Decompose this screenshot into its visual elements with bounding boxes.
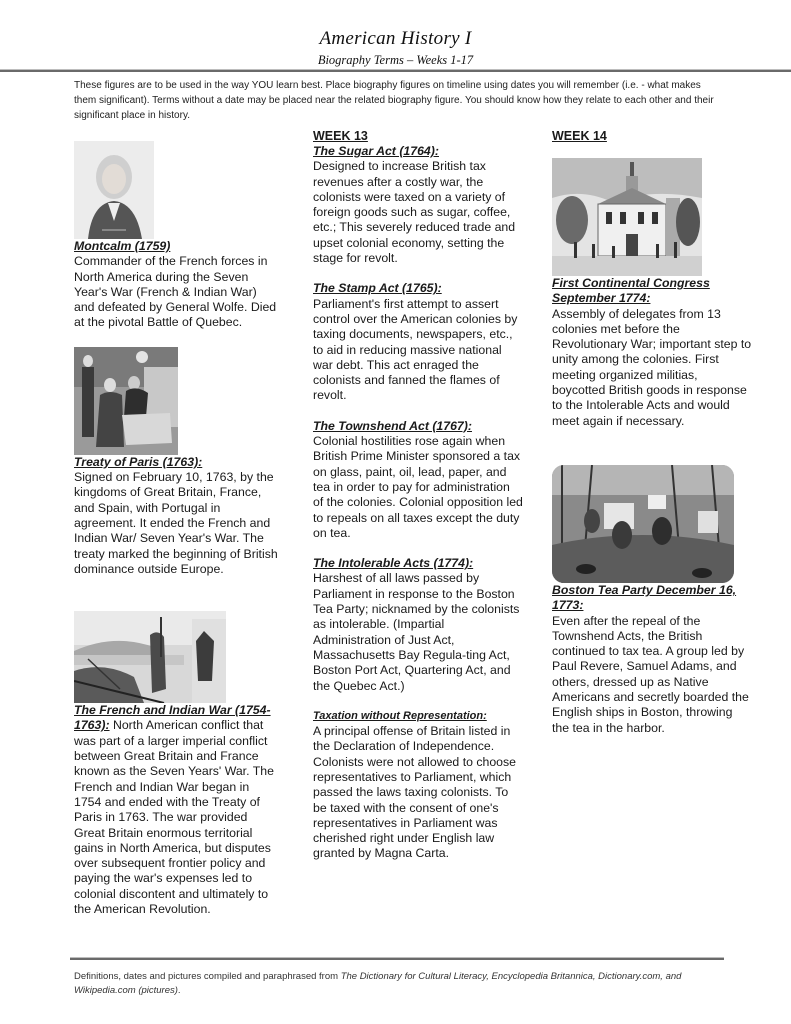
term-body: Colonial hostilities rose again when British Prime Minister sponsored a tax on glass, paint, oil, lead, paper, and tea in order to pay for administration of the colonies. Colonial opposition led to repeals on all taxes except the duty on tea. [313, 434, 523, 540]
term-title: The Sugar Act (1764): [313, 144, 439, 158]
page-title: American History I [319, 28, 472, 49]
term-body: Commander of the French forces in North America during the Seven Year's War (French & Indian War) and defeated by General Wolfe. Died at the pivotal Battle of Quebec. [74, 254, 277, 330]
entry-intolerable-acts [313, 556, 523, 694]
header-divider [0, 69, 791, 72]
term-body: North American conflict that was part of a larger imperial conflict between Great Britain and France known as the Seven Years' War. The French and Indian War began in 1754 and ended with the Treaty of Paris in 1763. The war provided Great Britain enormous territorial gains in North America, but disputes over subsequent frontier policy and paying the war's expenses led to colonial discontent and ultimately to the American Revolution. [74, 718, 274, 917]
term-body: Harshest of all laws passed by Parliament in response to the Boston Tea Party; nicknamed by the colonists as intolerable. (Impartial Administration of Just Act, Massachusetts Bay Regula-ting Act, Boston Port Act, Quartering Act, and the Quebec Act.) [313, 571, 520, 693]
entry-stamp-act [313, 281, 523, 403]
left-column [74, 141, 279, 917]
term-title: Taxation without Representation: [313, 709, 487, 722]
entry-taxation-without-representation [313, 709, 523, 862]
page-subtitle: Biography Terms – Weeks 1-17 [317, 53, 474, 67]
footer-prefix: Definitions, dates and pictures compiled and paraphrased from [74, 971, 341, 982]
term-body: A principal offense of Britain listed in the Declaration of Independence. Colonists were not allowed to choose representatives to Parliament, which passed the laws taxing colonists. To be taxed with the consent of one's representatives in Parliament was cherished right under English law granted by Magna Carta. [313, 724, 517, 861]
footer-suffix: . [177, 985, 181, 996]
term-title: The Stamp Act (1765): [313, 281, 442, 296]
week-13-heading: WEEK 13 [313, 129, 368, 143]
montcalm-portrait-image [74, 141, 154, 239]
term-title: First Continental Congress September 1774: [552, 276, 710, 306]
entry-boston-tea-party [552, 583, 752, 736]
term-body: Parliament's first attempt to assert control over the American colonies by taxing documents, newspapers, etc., to aid in reducing massive national war debt. This act enraged the colonists and fanned the flames of revolt. [313, 296, 518, 403]
entry-sugar-act [313, 144, 523, 266]
boston-tea-party-image [552, 465, 734, 583]
entry-montcalm [74, 239, 279, 331]
right-column [552, 129, 752, 736]
page-header [0, 28, 791, 68]
term-title: Boston Tea Party December 16, 1773: [552, 582, 737, 613]
term-body: Assembly of delegates from 13 colonies met before the Revolutionary War; important step to unity among the colonies. First meeting organized militias, boycotted British goods in response to the Intolerable Acts and would meet again if necessary. [552, 306, 752, 428]
entry-townshend-act [313, 419, 523, 541]
entry-french-indian-war [74, 703, 279, 917]
term-title: Treaty of Paris (1763): [74, 454, 203, 469]
term-title: Montcalm (1759) [74, 239, 171, 253]
middle-column [313, 129, 523, 862]
term-body: Designed to increase British tax revenues after a costly war, the colonists were taxed on a variety of foreign goods such as sugar, coffee, etc.; This severely reduced trade and upset colonial economy, setting the stage for revolt. [313, 159, 516, 266]
entry-first-continental-congress [552, 276, 752, 429]
term-title: The French and Indian War (1754-1763): [74, 703, 271, 733]
week-14-heading: WEEK 14 [552, 129, 607, 143]
carpenters-hall-image [552, 158, 702, 276]
treaty-of-paris-image [74, 347, 178, 455]
term-title: The Townshend Act (1767): [313, 418, 472, 433]
footer-divider [70, 957, 724, 960]
french-indian-war-image [74, 611, 226, 703]
entry-treaty-of-paris [74, 455, 279, 577]
term-body: Signed on February 10, 1763, by the kingdoms of Great Britain, France, and Spain, with Portugal in agreement. It ended the French and Indian War/ Seven Year's War. The treaty marked the beginning of British dominance outside Europe. [74, 470, 278, 576]
intro-paragraph: These figures are to be used in the way YOU learn best. Place biography figures on timeline using dates you will remember (i.e. - what makes them significant). Terms without a date may be placed near the related biography figure. You should know how they relate to each other and their significant place in history. [74, 80, 714, 121]
term-body: Even after the repeal of the Townshend Acts, the British continued to tax tea. A group led by Paul Revere, Samuel Adams, and others, dressed up as Native Americans and secretly boarded the English ships in Boston, throwing the tea in the harbor. [552, 613, 749, 735]
term-title: The Intolerable Acts (1774): [313, 556, 474, 571]
footer-sources: The Dictionary for Cultural Literacy, Encyclopedia Britannica, Dictionary.com, and Wikipedia.com (pictures) [74, 971, 682, 996]
footer-citation [74, 970, 734, 998]
